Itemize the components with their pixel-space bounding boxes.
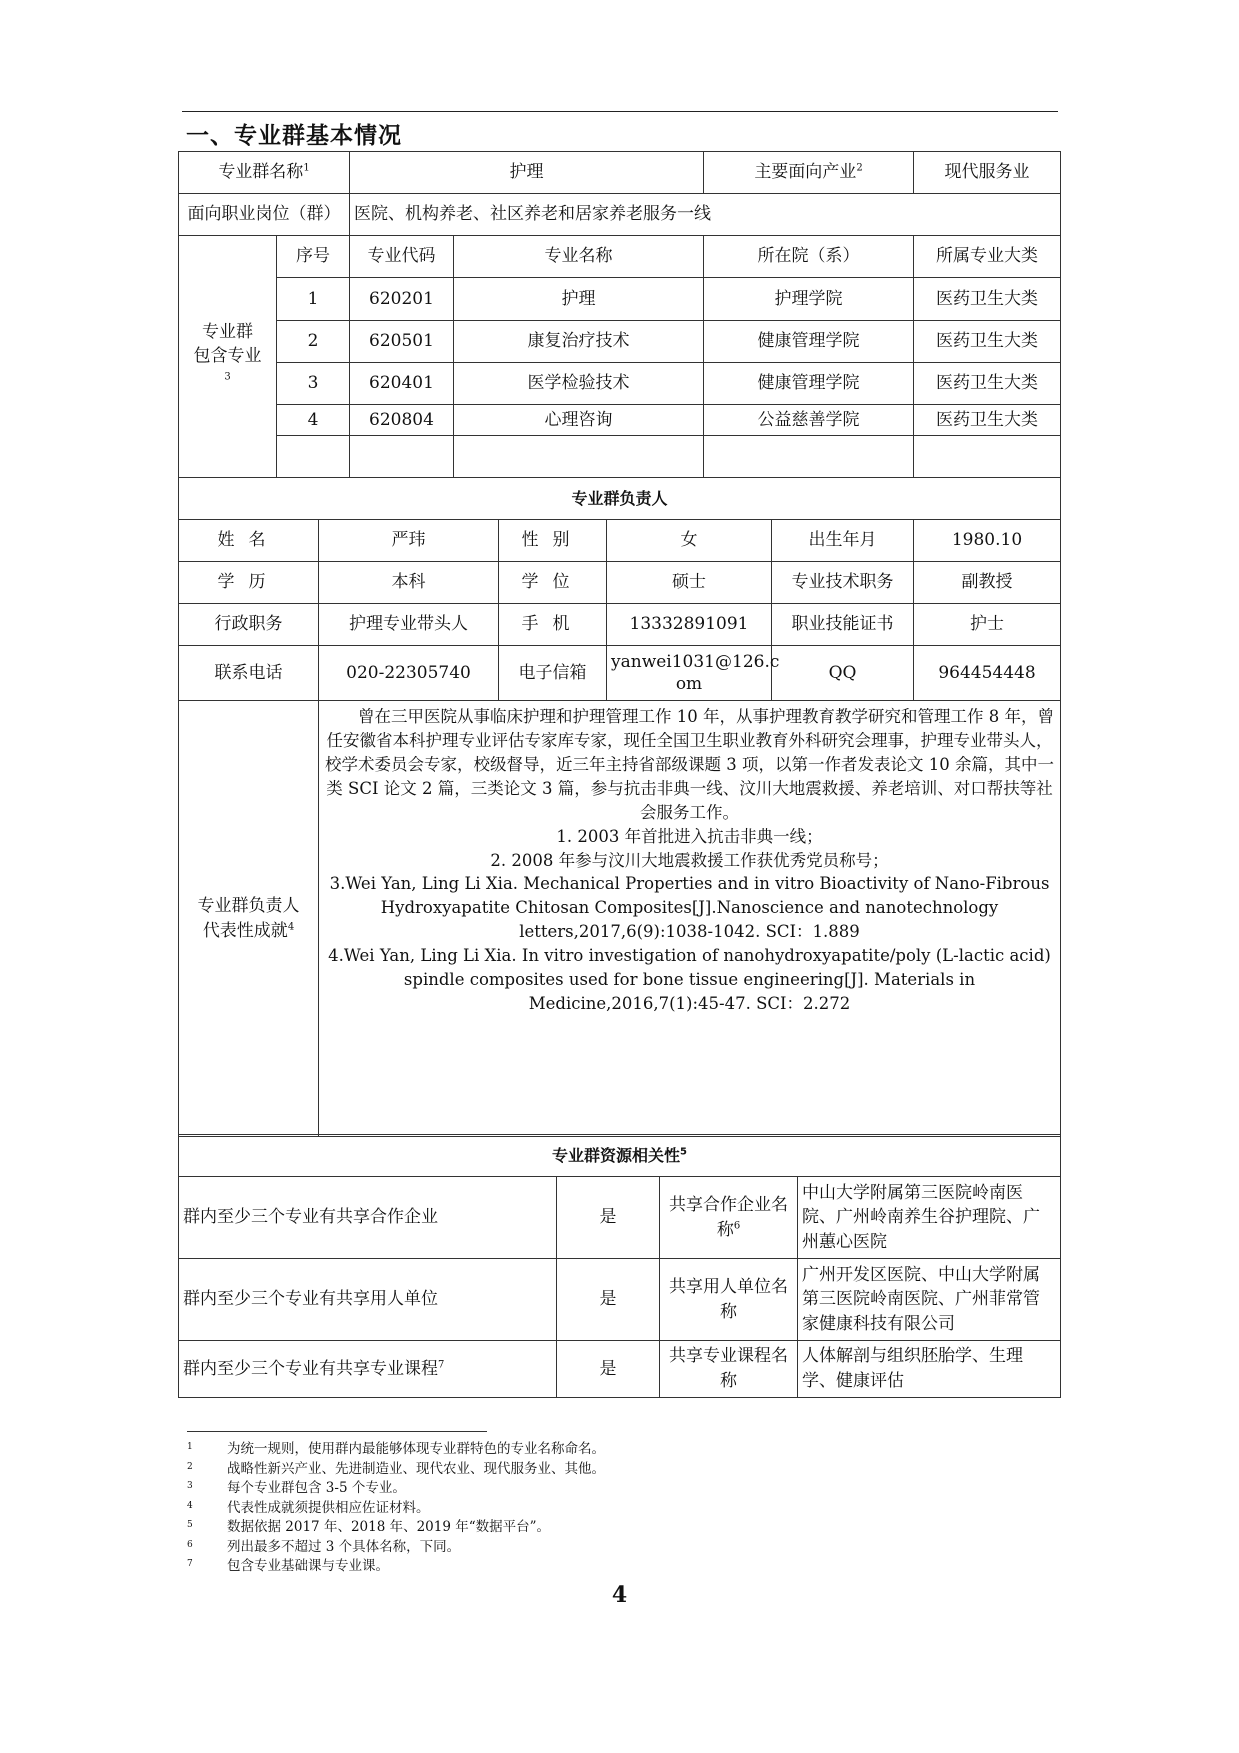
birth-value: 1980.10 — [914, 520, 1061, 562]
title-value: 副教授 — [914, 562, 1061, 604]
resource-name-label: 共享专业课程名称 — [660, 1341, 798, 1398]
section-title: 一、专业群基本情况 — [186, 123, 402, 149]
resource-item: 群内至少三个专业有共享专业课程$^7$ — [179, 1341, 557, 1398]
footnote: 7 包含专业基础课与专业课。 — [187, 1558, 389, 1574]
footnote: 4 代表性成就须提供相应佐证材料。 — [187, 1499, 430, 1516]
mobile-value: 13332891091 — [607, 604, 772, 646]
cert-label: 职业技能证书 — [772, 604, 914, 646]
resource-item: 群内至少三个专业有共享合作企业 — [179, 1177, 557, 1259]
majors-header: 所在院（系） — [704, 236, 914, 278]
resource-names: 广州开发区医院、中山大学附属第三医院岭南医院、广州菲常管家健康科技有限公司 — [798, 1259, 1061, 1341]
table-row — [179, 1259, 1061, 1341]
table-row — [179, 1341, 1061, 1398]
achievement-item: 1. 2003 年首批进入抗击非典一线； — [556, 826, 823, 846]
admin-value: 护理专业带头人 — [319, 604, 499, 646]
achievements-content — [319, 701, 1061, 1137]
achievements-intro: 曾在三甲医院从事临床护理和护理管理工作 10 年，从事护理教育教学研究和管理工作 8 年，曾任安徽省本科护理专业评估专家库专家，现任全国卫生职业教育外科研究会理事，护理专业带头人，校学术委员会专家，校级督导，近三年主持省部级课题 3 项，以第一作者发表论文 10 余篇，其中一类 SCI 论文 2 篇，三类论文 3 篇，参与抗击非典一线、汶川大地震救援、养老培训、对口帮扶等社会服务工作。 — [325, 707, 1054, 822]
phone-label: 联系电话 — [179, 646, 319, 701]
majors-header: 专业名称 — [454, 236, 704, 278]
table-row — [179, 436, 1061, 478]
cert-value: 护士 — [914, 604, 1061, 646]
achievement-item: 4.Wei Yan, Ling Li Xia. In vitro investigation of nanohydroxyapatite/poly (L-lactic acid) spindle composites used for bone tissue engineering[J]. Materials in Medicine,2016,7(1):45-47. SCI：2.272 — [328, 946, 1051, 1014]
resource-value: 是 — [557, 1177, 660, 1259]
resource-value: 是 — [557, 1341, 660, 1398]
group-name-label: 专业群名称$^1$ — [179, 152, 350, 194]
majors-header: 所属专业大类 — [914, 236, 1061, 278]
gender-label: 性别 — [499, 520, 607, 562]
title-label: 专业技术职务 — [772, 562, 914, 604]
leader-table — [178, 477, 1061, 1137]
footnote: 1 为统一规则，使用群内最能够体现专业群特色的专业名称命名。 — [187, 1441, 605, 1457]
jobs-value: 医院、机构养老、社区养老和居家养老服务一线 — [350, 194, 1061, 236]
resource-value: 是 — [557, 1259, 660, 1341]
birth-label: 出生年月 — [772, 520, 914, 562]
leader-heading: 专业群负责人 — [179, 478, 1061, 520]
table-row: 1 620201 护理 护理学院 医药卫生大类 — [179, 278, 1061, 321]
degree-label: 学位 — [499, 562, 607, 604]
qq-label: QQ — [772, 646, 914, 701]
achievements-label: 专业群负责人 代表性成就$^4$ — [179, 701, 319, 1137]
resource-name-label: 共享用人单位名称 — [660, 1259, 798, 1341]
majors-header: 专业代码 — [350, 236, 454, 278]
footnote: 3 每个专业群包含 3-5 个专业。 — [187, 1480, 406, 1496]
header-rule — [182, 111, 1058, 112]
footnote-rule — [187, 1431, 487, 1432]
phone-value: 020-22305740 — [319, 646, 499, 701]
achievement-item: 2. 2008 年参与汶川大地震救援工作获优秀党员称号； — [490, 850, 889, 870]
name-value: 严玮 — [319, 520, 499, 562]
email-label: 电子信箱 — [499, 646, 607, 701]
majors-label: 专业群 包含专业 $^3$ — [179, 236, 277, 478]
page-number: 4 — [611, 1582, 628, 1608]
resource-names: 中山大学附属第三医院岭南医院、广州岭南养生谷护理院、广州蕙心医院 — [798, 1177, 1061, 1259]
table-row — [179, 1177, 1061, 1259]
name-label: 姓名 — [179, 520, 319, 562]
mobile-label: 手机 — [499, 604, 607, 646]
table-row: 3 620401 医学检验技术 健康管理学院 医药卫生大类 — [179, 363, 1061, 405]
resources-heading: 专业群资源相关性$^5$ — [179, 1135, 1061, 1177]
group-name-value: 护理 — [350, 152, 704, 194]
table-row: 2 620501 康复治疗技术 健康管理学院 医药卫生大类 — [179, 321, 1061, 363]
resource-names: 人体解剖与组织胚胎学、生理学、健康评估 — [798, 1341, 1061, 1398]
majors-table — [178, 151, 1061, 478]
admin-label: 行政职务 — [179, 604, 319, 646]
resource-item: 群内至少三个专业有共享用人单位 — [179, 1259, 557, 1341]
resources-table — [178, 1134, 1061, 1398]
edu-label: 学历 — [179, 562, 319, 604]
industry-value: 现代服务业 — [914, 152, 1061, 194]
footnote: 2 战略性新兴产业、先进制造业、现代农业、现代服务业、其他。 — [187, 1460, 605, 1477]
achievement-item: 3.Wei Yan, Ling Li Xia. Mechanical Properties and in vitro Bioactivity of Nano-Fibrous Hydroxyapatite Chitosan Composites[J].Nanoscience and nanotechnology letters,2017,6(9):1038-1042. SCI：1.889 — [329, 874, 1050, 942]
industry-label: 主要面向产业$^2$ — [704, 152, 914, 194]
qq-value: 964454448 — [914, 646, 1061, 701]
edu-value: 本科 — [319, 562, 499, 604]
footnote: 5 数据依据 2017 年、2018 年、2019 年“数据平台”。 — [187, 1519, 551, 1535]
footnote: 6 列出最多不超过 3 个具体名称，下同。 — [187, 1538, 461, 1555]
email-value: yanwei1031@126.c om — [607, 646, 772, 701]
footnotes — [187, 1440, 605, 1577]
resource-name-label: 共享合作企业名称$^6$ — [660, 1177, 798, 1259]
majors-header: 序号 — [277, 236, 350, 278]
degree-value: 硕士 — [607, 562, 772, 604]
table-row: 4 620804 心理咨询 公益慈善学院 医药卫生大类 — [179, 405, 1061, 436]
gender-value: 女 — [607, 520, 772, 562]
jobs-label: 面向职业岗位（群） — [179, 194, 350, 236]
